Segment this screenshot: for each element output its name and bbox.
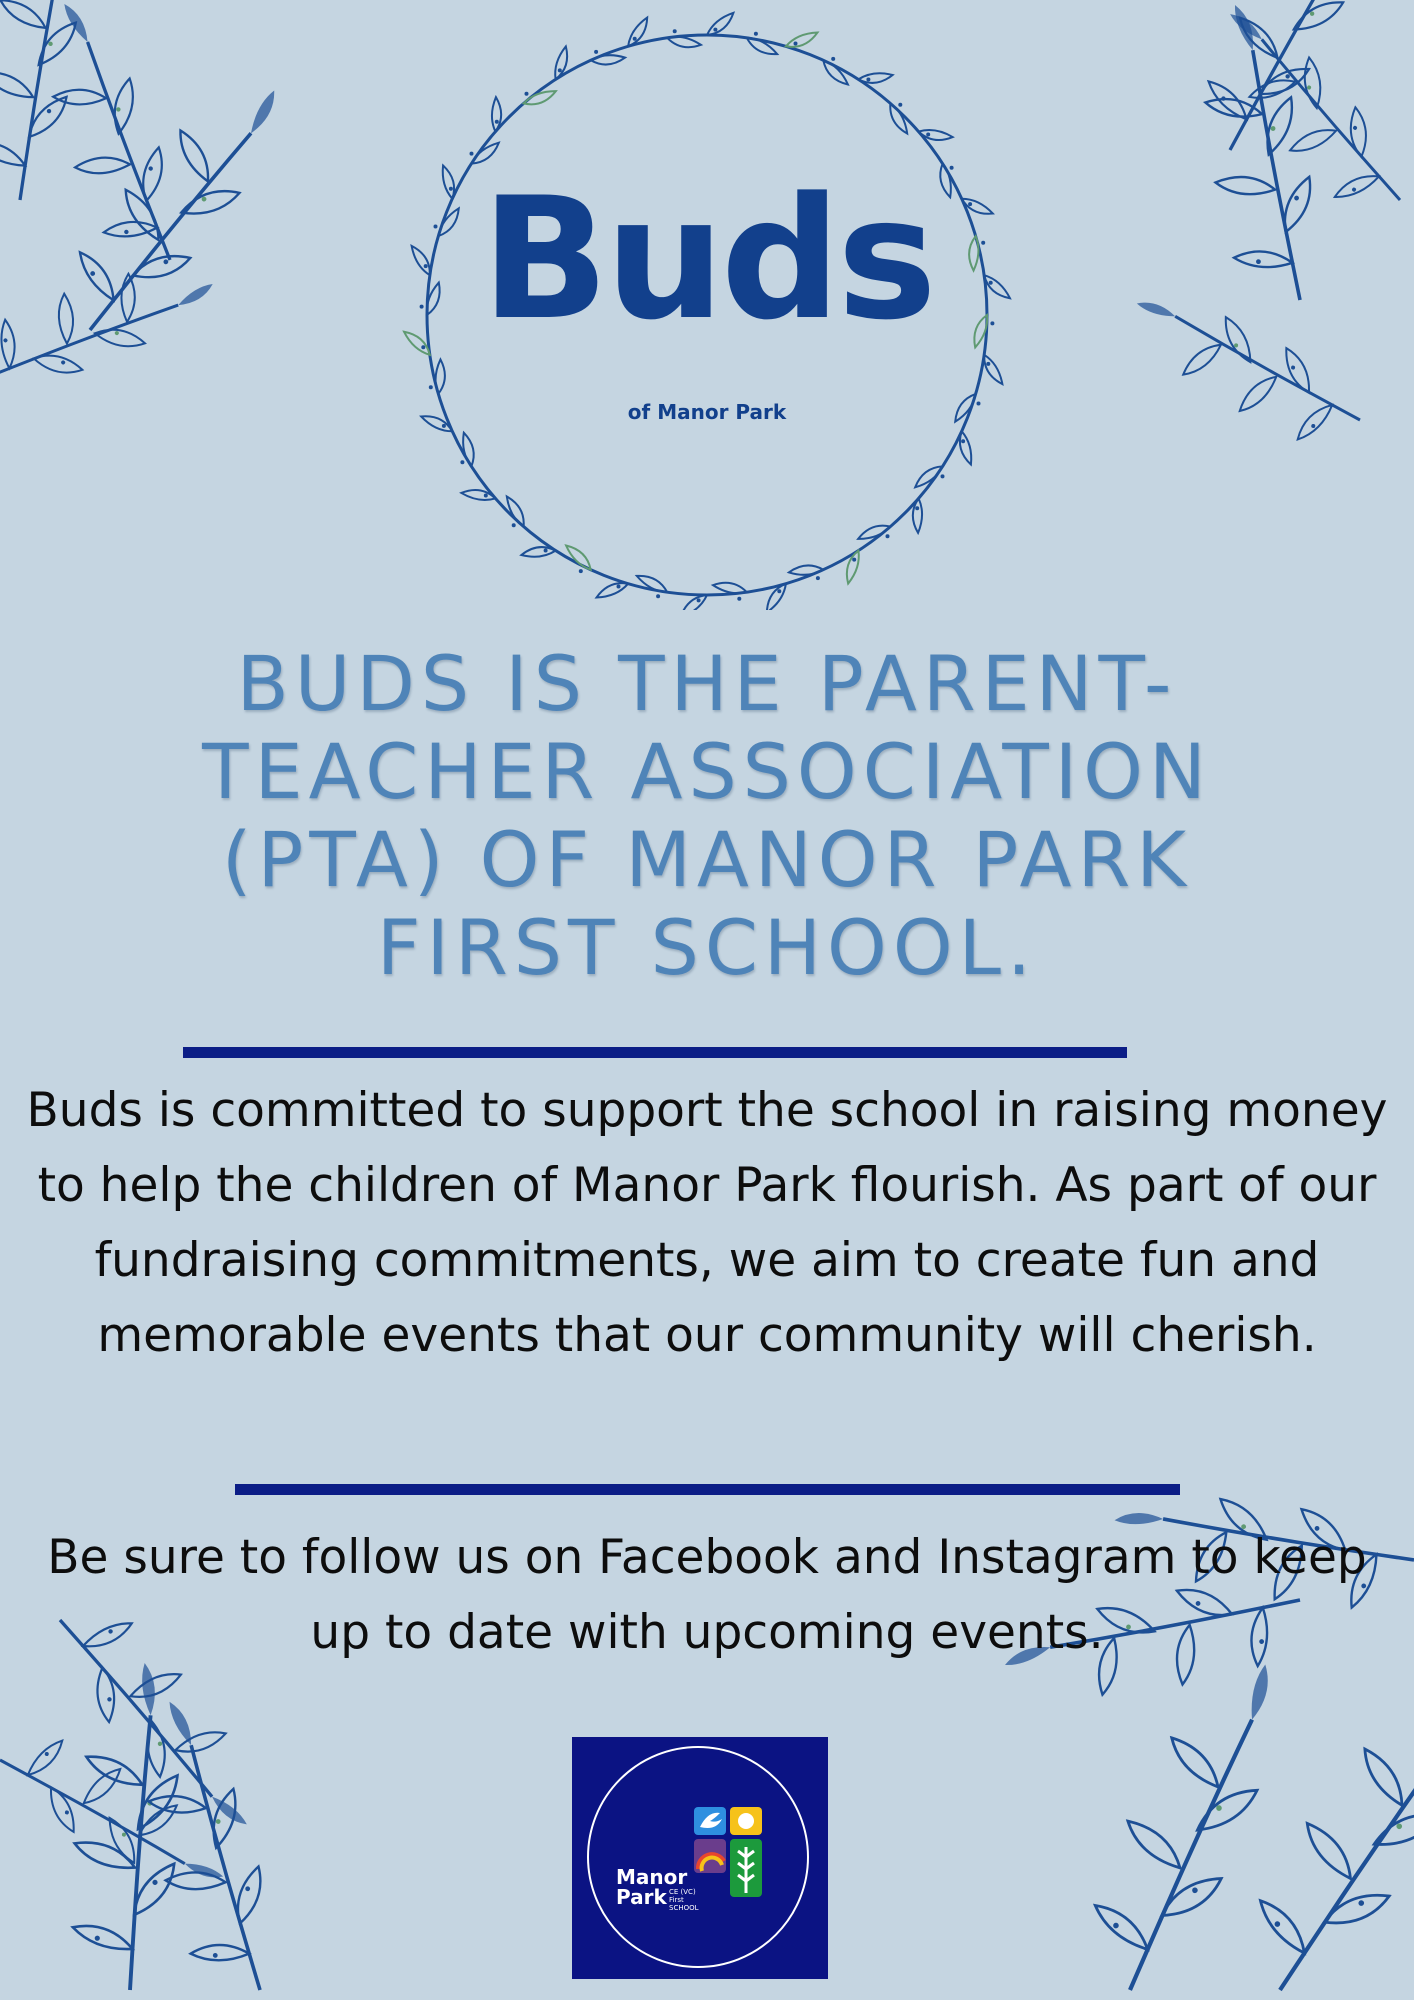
wreath-leaf <box>918 125 953 146</box>
wreath-dot <box>617 585 621 589</box>
wreath-dot <box>950 166 954 170</box>
wreath-dot <box>673 29 677 33</box>
headline-line: (PTA) OF MANOR PARK <box>221 815 1193 904</box>
wreath-dot <box>495 120 499 124</box>
wreath-leaf <box>594 581 629 599</box>
wreath-leaf <box>909 498 925 533</box>
wreath-leaf <box>703 12 737 38</box>
headline-line: FIRST SCHOOL. <box>376 903 1038 992</box>
wreath-leaf <box>821 56 849 90</box>
wreath-dot <box>816 576 820 580</box>
wreath-leaf <box>858 72 892 84</box>
wreath-leaf <box>461 485 496 506</box>
wreath-dot <box>656 594 660 598</box>
wreath-leaf <box>590 53 625 66</box>
wreath-dot <box>633 37 637 41</box>
wreath-leaf <box>981 352 1003 387</box>
wreath-leaf <box>745 32 778 61</box>
wreath-dot <box>512 523 516 527</box>
wreath-dot <box>713 28 717 32</box>
wreath-leaf <box>636 569 669 598</box>
school-name-line1: Manor <box>616 1865 688 1889</box>
wreath-dot <box>579 569 583 573</box>
headline <box>60 640 1354 992</box>
school-name-line2: Park <box>616 1885 667 1909</box>
social-paragraph <box>0 1520 1414 1670</box>
social-text: Be sure to follow us on Facebook and Instagram to keep up to date with upcoming events. <box>47 1530 1367 1660</box>
wreath-dot <box>794 42 798 46</box>
wreath-dot <box>777 589 781 593</box>
wreath-dot <box>754 32 758 36</box>
wreath-dot <box>915 506 919 510</box>
buds-logo <box>400 10 1014 610</box>
logo-wordmark: Buds <box>481 161 933 357</box>
school-type: CE (VC) First SCHOOL <box>669 1888 699 1912</box>
school-crest <box>572 1737 828 1979</box>
wreath-dot <box>926 133 930 137</box>
wreath-leaf <box>959 431 972 466</box>
divider-top <box>183 1047 1127 1058</box>
wreath-leaf <box>488 97 504 132</box>
wreath-dot <box>961 439 965 443</box>
headline-line: BUDS IS THE PARENT- <box>236 639 1178 728</box>
wreath-dot <box>421 345 425 349</box>
mission-text: Buds is committed to support the school in raising money to help the children of Manor Park flourish. As part of our fundraising commitments, we aim to create fun and memorable events that our community will cherish. <box>26 1083 1388 1363</box>
wreath-dot <box>442 424 446 428</box>
wreath-leaf <box>789 564 824 577</box>
wreath-dot <box>558 68 562 72</box>
wreath-dot <box>544 549 548 553</box>
wreath-dot <box>484 494 488 498</box>
wreath-dot <box>831 57 835 61</box>
wreath-dot <box>460 460 464 464</box>
wreath-dot <box>594 50 598 54</box>
wreath-dot <box>525 92 529 96</box>
headline-line: TEACHER ASSOCIATION <box>202 727 1212 816</box>
wreath-dot <box>470 152 474 156</box>
wreath-leaf <box>521 546 555 558</box>
wreath-leaf <box>565 540 593 574</box>
school-crest-icon <box>572 1737 828 1979</box>
wreath-dot <box>886 534 890 538</box>
wreath-dot <box>941 474 945 478</box>
wreath-dot <box>429 385 433 389</box>
wreath-leaf <box>463 432 475 466</box>
wreath-dot <box>866 78 870 82</box>
wreath-dot <box>737 597 741 601</box>
wreath-dot <box>697 598 701 602</box>
mission-paragraph <box>0 1073 1414 1373</box>
logo-subtitle: of Manor Park <box>627 400 787 424</box>
wreath-dot <box>898 103 902 107</box>
wreath-leaf <box>784 31 819 49</box>
wreath-dot <box>852 558 856 562</box>
wreath-dot <box>986 362 990 366</box>
divider-bottom <box>235 1484 1180 1495</box>
